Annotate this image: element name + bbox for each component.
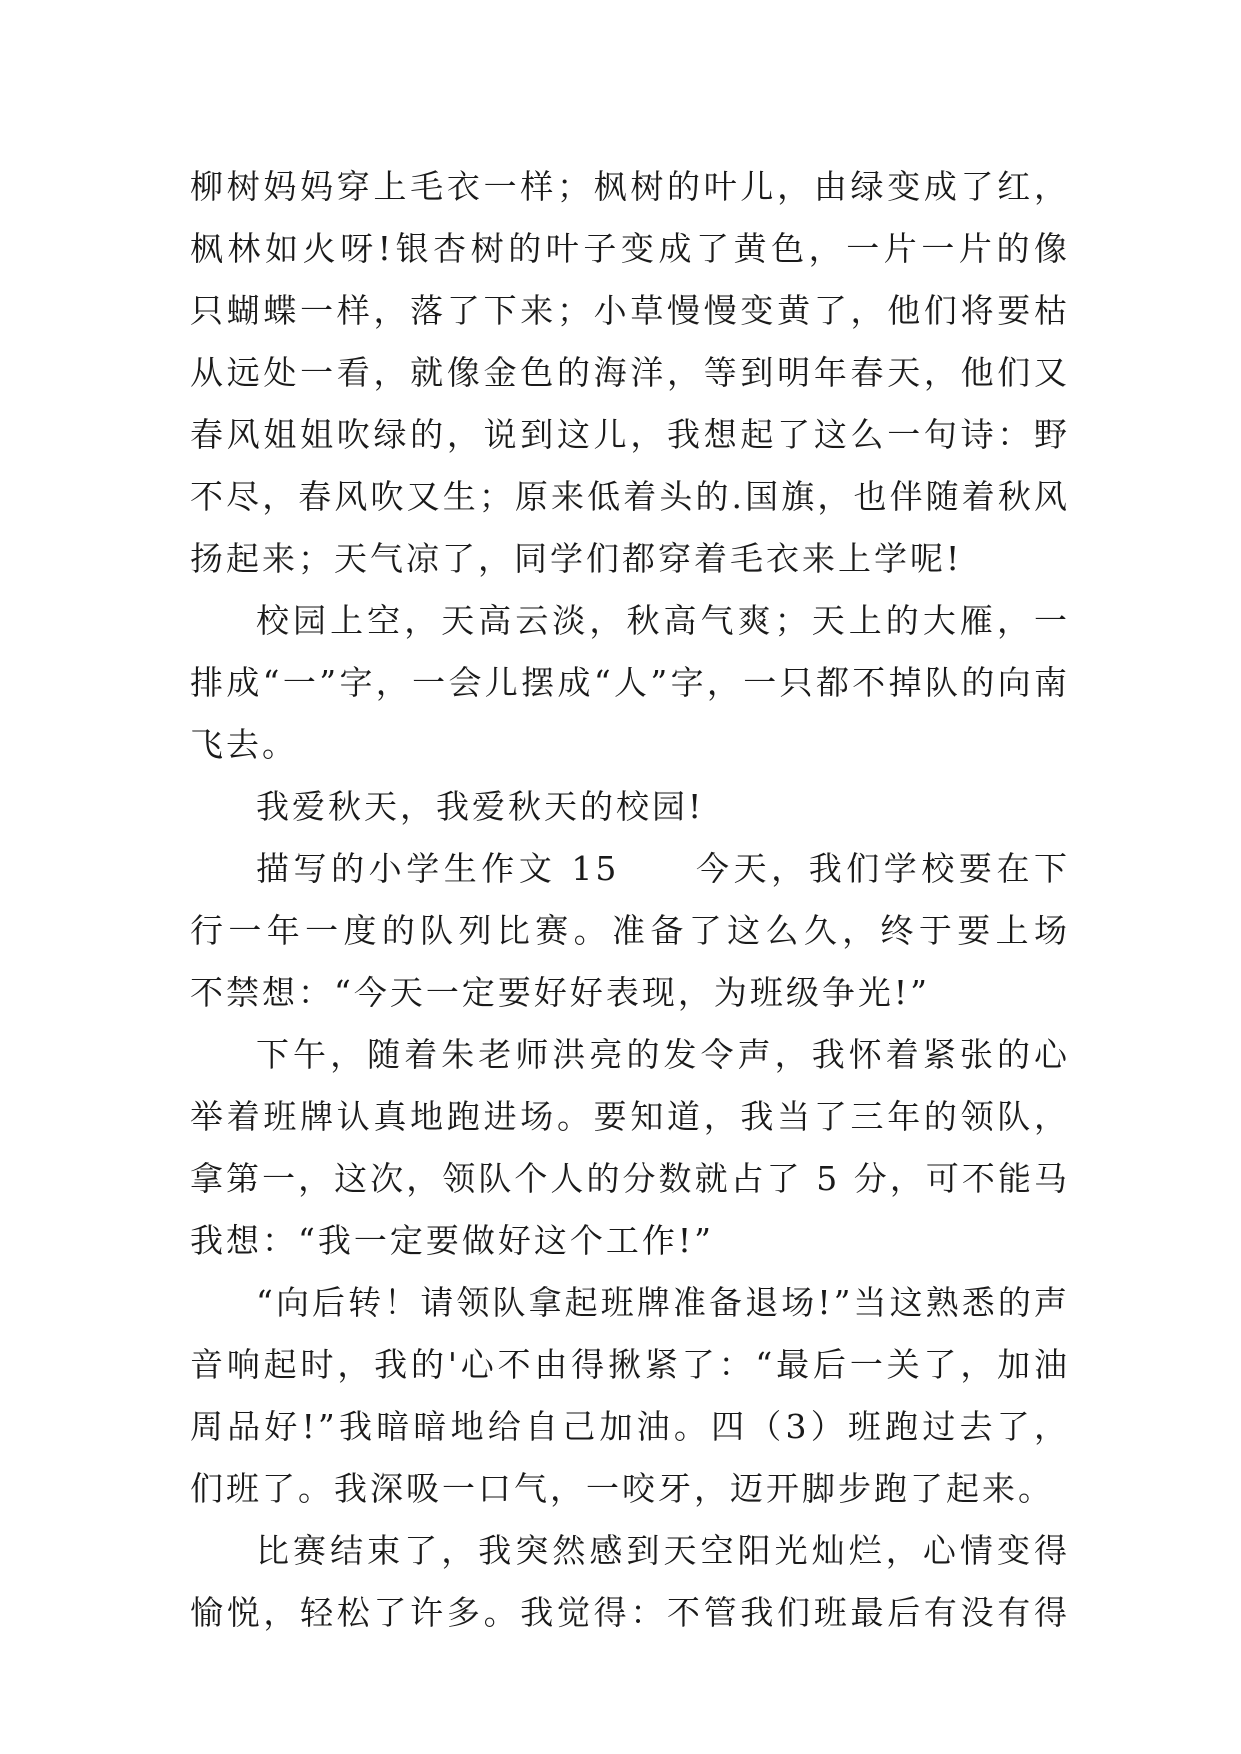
- text-line: 扬起来；天气凉了，同学们都穿着毛衣来上学呢!: [190, 539, 963, 578]
- text-line: 不尽，春风吹又生；原来低着头的.国旗，也伴随着秋风: [190, 477, 1070, 516]
- text-line: “向后转！请领队拿起班牌准备退场!”当这熟悉的声: [256, 1283, 1070, 1322]
- text-line: 飞去。: [190, 725, 298, 764]
- text-line: 愉悦，轻松了许多。我觉得：不管我们班最后有没有得: [190, 1593, 1070, 1632]
- text-line: 只蝴蝶一样，落了下来；小草慢慢变黄了，他们将要枯: [190, 291, 1070, 330]
- text-line: 从远处一看，就像金色的海洋，等到明年春天，他们又: [190, 353, 1070, 392]
- text-line: 春风姐姐吹绿的，说到这儿，我想起了这么一句诗：野: [190, 415, 1070, 454]
- text-line: 柳树妈妈穿上毛衣一样；枫树的叶儿，由绿变成了红，: [190, 167, 1070, 206]
- text-line: 校园上空，天高云淡，秋高气爽；天上的大雁，一: [256, 601, 1070, 640]
- essay-text: [190, 156, 1070, 1644]
- text-line: 们班了。我深吸一口气，一咬牙，迈开脚步跑了起来。: [190, 1469, 1054, 1508]
- text-line: 举着班牌认真地跑进场。要知道，我当了三年的领队，: [190, 1097, 1070, 1136]
- text-line: 比赛结束了，我突然感到天空阳光灿烂，心情变得: [256, 1531, 1070, 1570]
- text-line: 周品好!”我暗暗地给自己加油。四（3）班跑过去了，: [190, 1407, 1070, 1446]
- text-line: 行一年一度的队列比赛。准备了这么久，终于要上场: [190, 911, 1070, 950]
- text-line: 我爱秋天，我爱秋天的校园!: [256, 787, 705, 826]
- text-line: 我想：“我一定要做好这个工作!”: [190, 1221, 715, 1260]
- text-line: 不禁想：“今天一定要好好表现，为班级争光!”: [190, 973, 931, 1012]
- text-line: 描写的小学生作文 15 今天，我们学校要在下: [256, 849, 1070, 888]
- text-line: 拿第一，这次，领队个人的分数就占了 5 分，可不能马: [190, 1159, 1070, 1198]
- text-line: 下午，随着朱老师洪亮的发令声，我怀着紧张的心: [256, 1035, 1070, 1074]
- text-line: 音响起时，我的'心不由得揪紧了：“最后一关了，加油: [190, 1345, 1070, 1384]
- text-line: 排成“一”字，一会儿摆成“人”字，一只都不掉队的向南: [190, 663, 1070, 702]
- text-line: 枫林如火呀!银杏树的叶子变成了黄色，一片一片的像: [190, 229, 1070, 268]
